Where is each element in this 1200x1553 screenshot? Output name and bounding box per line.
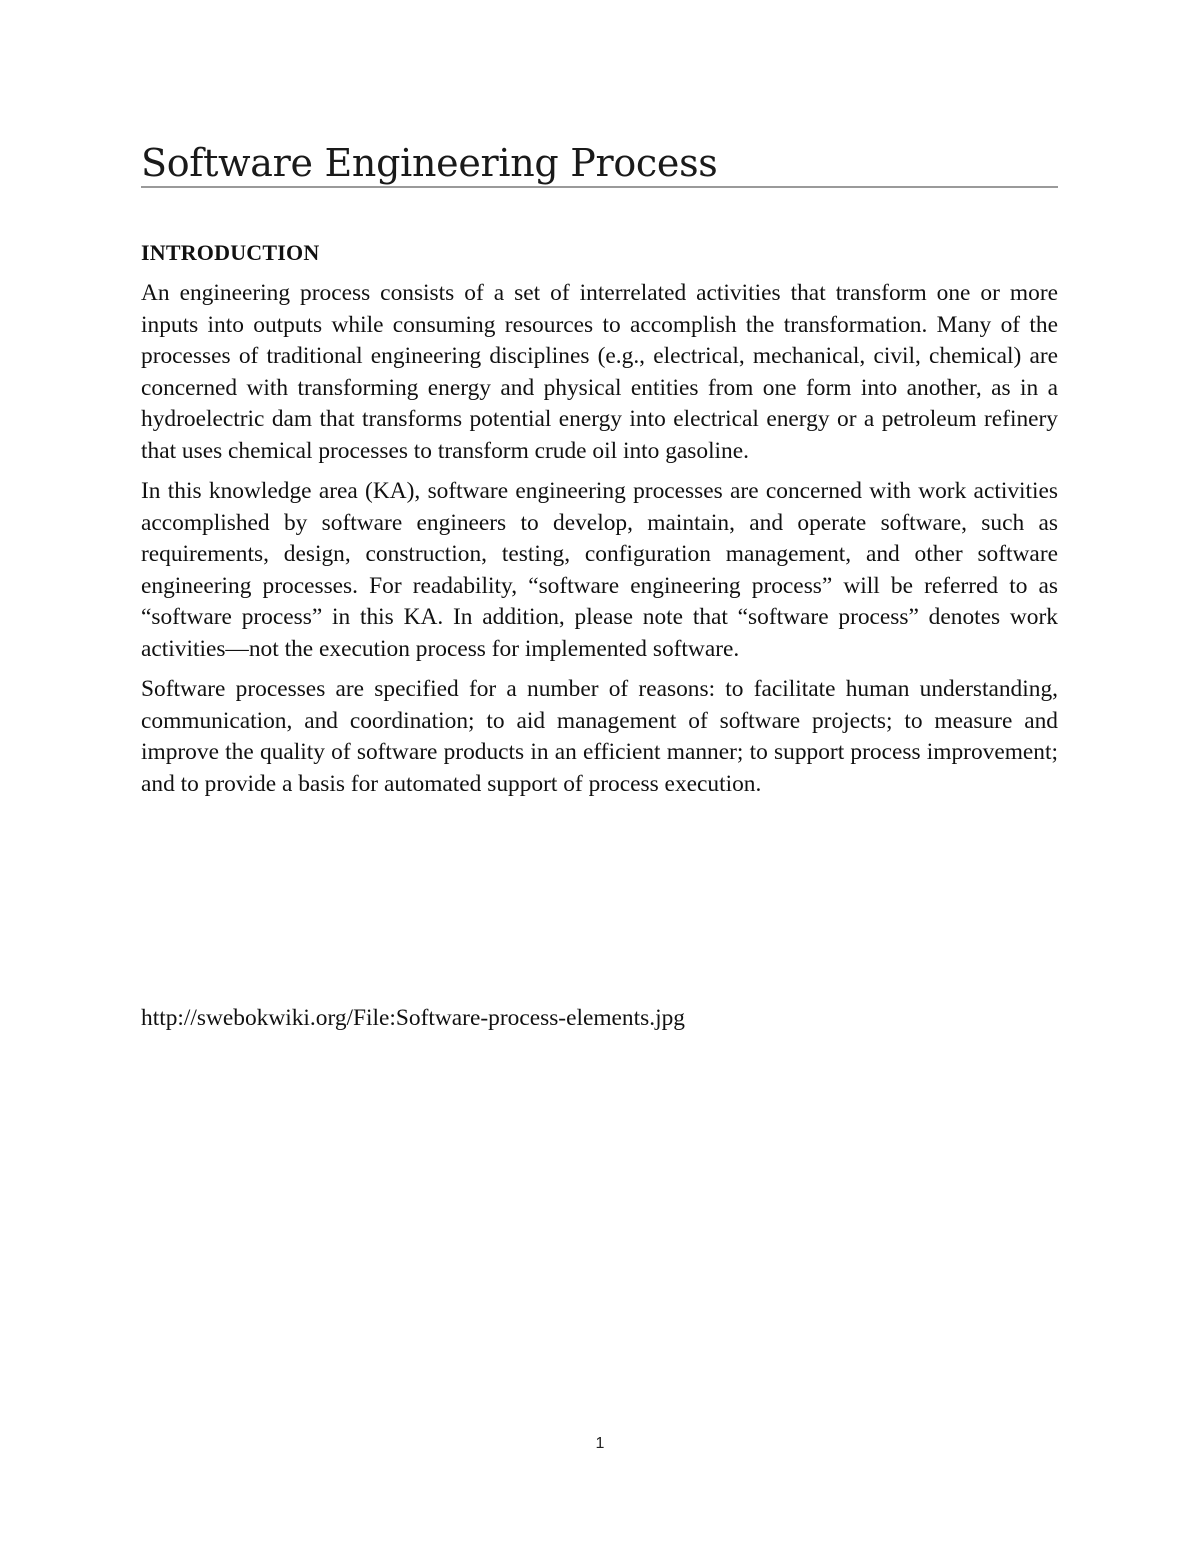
- document-body: [141, 138, 1058, 800]
- reference-url-text: http://swebokwiki.org/File:Software-process-elements.jpg: [141, 1005, 685, 1031]
- paragraph-reasons: Software processes are specified for a number of reasons: to facilitate human understanding, communication, and coordination; to aid management of software projects; to measure and improve the quality of software products in an efficient manner; to support process improvement; and to provide a basis for automated support of process execution.: [141, 676, 1058, 797]
- paragraph-engineering-process: An engineering process consists of a set of interrelated activities that transform one or more inputs into outputs while consuming resources to accomplish the transformation. Many of the processes of traditional engineering disciplines (e.g., electrical, mechanical, civil, chemical) are concerned with transforming energy and physical entities from one form into another, as in a hydroelectric dam that transforms potential energy into electrical energy or a petroleum refinery that uses chemical processes to transform crude oil into gasoline.: [141, 280, 1058, 464]
- page-title: Software Engineering Process: [141, 141, 718, 185]
- section-heading-introduction: INTRODUCTION: [141, 240, 320, 265]
- paragraph-knowledge-area: In this knowledge area (KA), software engineering processes are concerned with work activities accomplished by software engineers to develop, maintain, and operate software, such as requirements, design, construction, testing, configuration management, and other software engineering processes. For readability, “software engineering process” will be referred to as “software process” in this KA. In addition, please note that “software process” denotes work activities—not the execution process for implemented software.: [141, 478, 1058, 662]
- page-number: 1: [595, 1435, 605, 1452]
